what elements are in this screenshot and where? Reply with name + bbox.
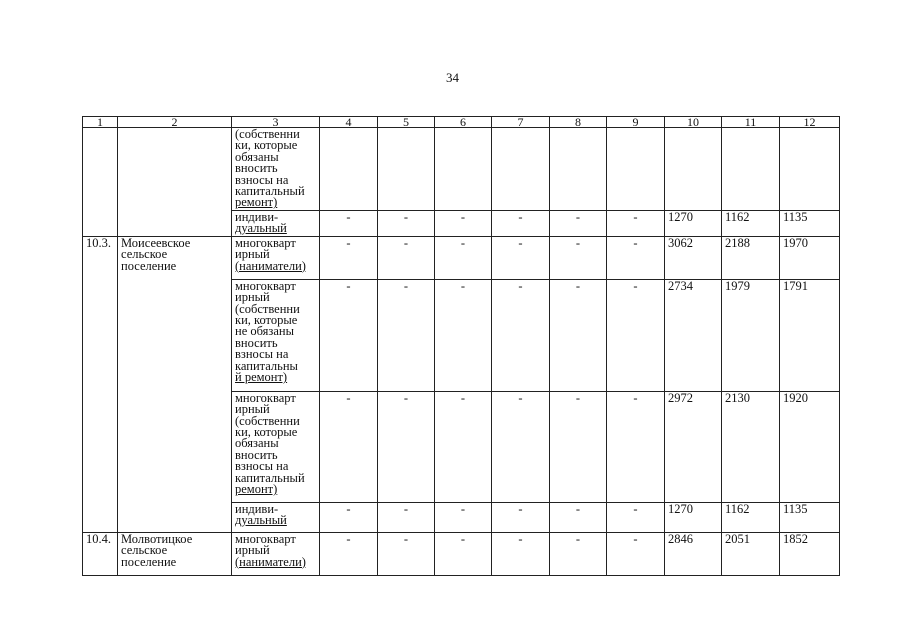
column-header: 12 xyxy=(780,117,840,128)
empty-value-cell: - xyxy=(550,391,607,502)
column-header: 8 xyxy=(550,117,607,128)
column-header: 2 xyxy=(118,117,232,128)
code-cell xyxy=(83,128,118,237)
value-cell-col10: 2734 xyxy=(665,279,722,391)
empty-value-cell: - xyxy=(492,532,550,575)
column-header: 4 xyxy=(320,117,378,128)
empty-value-cell: - xyxy=(607,236,665,279)
empty-value-cell: - xyxy=(320,210,378,236)
value-cell-col11: 2188 xyxy=(722,236,780,279)
value-cell-col10: 2846 xyxy=(665,532,722,575)
empty-value-cell: - xyxy=(435,210,492,236)
empty-value-cell: - xyxy=(550,532,607,575)
empty-value-cell: - xyxy=(378,502,435,532)
value-cell-col10: 1270 xyxy=(665,210,722,236)
code-cell: 10.4. xyxy=(83,532,118,575)
empty-value-cell: - xyxy=(492,279,550,391)
column-header: 3 xyxy=(232,117,320,128)
value-cell-col12: 1852 xyxy=(780,532,840,575)
empty-value-cell: - xyxy=(550,279,607,391)
column-header: 9 xyxy=(607,117,665,128)
housing-type-cell: многокварт ирный (наниматели) xyxy=(232,532,320,575)
empty-value-cell: - xyxy=(607,532,665,575)
empty-value-cell: - xyxy=(378,236,435,279)
value-cell-col12: 1791 xyxy=(780,279,840,391)
settlement-cell: Молвотицкое сельское поселение xyxy=(118,532,232,575)
table-row xyxy=(83,128,840,211)
empty-value-cell: - xyxy=(435,279,492,391)
empty-value-cell: - xyxy=(492,210,550,236)
value-cell-col11: 2051 xyxy=(722,532,780,575)
value-cell-col10: 2972 xyxy=(665,391,722,502)
empty-value-cell: - xyxy=(320,502,378,532)
empty-value-cell: - xyxy=(435,532,492,575)
housing-type-cell: многокварт ирный (собственни ки, которые не обязаны вносить взносы на капитальны й ремонт) xyxy=(232,279,320,391)
housing-type-cell: индиви- дуальный xyxy=(232,210,320,236)
housing-type-cell: многокварт ирный (наниматели) xyxy=(232,236,320,279)
empty-value-cell: - xyxy=(378,210,435,236)
empty-value-cell: - xyxy=(435,236,492,279)
empty-value-cell: - xyxy=(492,236,550,279)
empty-value-cell: - xyxy=(320,532,378,575)
column-header: 7 xyxy=(492,117,550,128)
empty-value-cell: - xyxy=(550,210,607,236)
value-cell-col11: 2130 xyxy=(722,391,780,502)
empty-value-cell: - xyxy=(320,279,378,391)
empty-value-cell: - xyxy=(435,391,492,502)
empty-value-cell: - xyxy=(607,502,665,532)
housing-type-cell: (собственни ки, которые обязаны вносить взносы на капитальный ремонт) xyxy=(232,128,320,211)
value-cell-col10: 3062 xyxy=(665,236,722,279)
code-cell: 10.3. xyxy=(83,236,118,532)
housing-type-cell: индиви- дуальный xyxy=(232,502,320,532)
value-cell-col12: 1135 xyxy=(780,210,840,236)
page-number: 34 xyxy=(446,70,459,85)
value-cell-col11: 1979 xyxy=(722,279,780,391)
empty-value-cell: - xyxy=(607,279,665,391)
value-cell-col10: 1270 xyxy=(665,502,722,532)
empty-value-cell: - xyxy=(607,210,665,236)
column-number-row xyxy=(83,117,840,128)
value-cell-col11: 1162 xyxy=(722,502,780,532)
column-header: 11 xyxy=(722,117,780,128)
empty-value-cell: - xyxy=(550,236,607,279)
settlement-cell xyxy=(118,128,232,237)
empty-value-cell: - xyxy=(320,391,378,502)
value-cell-col12: 1135 xyxy=(780,502,840,532)
table-row xyxy=(83,236,840,279)
value-cell-col12: 1920 xyxy=(780,391,840,502)
empty-value-cell: - xyxy=(607,391,665,502)
empty-value-cell: - xyxy=(492,502,550,532)
empty-value-cell: - xyxy=(550,502,607,532)
empty-value-cell: - xyxy=(492,391,550,502)
column-header: 6 xyxy=(435,117,492,128)
column-header: 10 xyxy=(665,117,722,128)
column-header: 5 xyxy=(378,117,435,128)
value-cell-col12: 1970 xyxy=(780,236,840,279)
empty-value-cell: - xyxy=(378,391,435,502)
empty-value-cell: - xyxy=(378,279,435,391)
settlement-cell: Моисеевское сельское поселение xyxy=(118,236,232,532)
table-row xyxy=(83,532,840,575)
column-header: 1 xyxy=(83,117,118,128)
tariff-table xyxy=(82,116,840,576)
empty-value-cell: - xyxy=(378,532,435,575)
empty-value-cell: - xyxy=(435,502,492,532)
empty-value-cell: - xyxy=(320,236,378,279)
housing-type-cell: многокварт ирный (собственни ки, которые обязаны вносить взносы на капитальный ремонт) xyxy=(232,391,320,502)
value-cell-col11: 1162 xyxy=(722,210,780,236)
